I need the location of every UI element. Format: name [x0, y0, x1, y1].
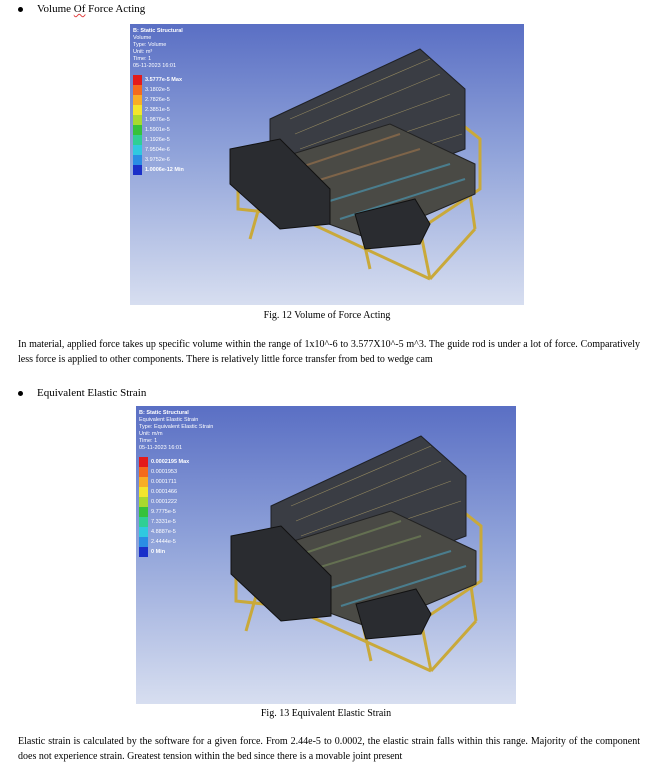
scale-swatch [133, 135, 142, 145]
scale-swatch [139, 497, 148, 507]
figure-caption-12: Fig. 12 Volume of Force Acting [263, 310, 391, 321]
scale-label: 3.9752e-6 [145, 157, 170, 163]
bullet-text: Equivalent Elastic Strain [37, 387, 147, 399]
scale-swatch [139, 537, 148, 547]
color-scale [139, 457, 213, 557]
scale-label: 3.5777e-5 Max [145, 77, 182, 83]
scale-row [133, 115, 184, 125]
paragraph-volume: In material, applied force takes up specific volume within the range of 1x10^-6 to 3.577X10^-5 m^3. The guide rod is under a lot of force. Comparatively less force is applied to other components. There is relatively little force transfer from bed to wedge cam [18, 339, 640, 365]
scale-row [133, 85, 184, 95]
scale-row [139, 537, 213, 547]
scale-swatch [133, 165, 142, 175]
legend-header-line: B: Static Structural [139, 410, 189, 416]
legend-header-line: Time: 1 [133, 56, 152, 62]
scale-label: 9.7775e-5 [151, 509, 176, 515]
scale-row [133, 75, 184, 85]
legend-header-line: Type: Volume [133, 42, 167, 48]
scale-label: 0 Min [151, 549, 166, 555]
figure-caption-13: Fig. 13 Equivalent Elastic Strain [260, 708, 392, 719]
paragraph-strain: Elastic strain is calculated by the software for a given force. From 2.44e-5 to 0.0002, the elastic strain falls within this range. Majority of the component does not experience strain. Greatest tension within the bed since there is a movable joint present [18, 736, 640, 762]
color-scale [133, 75, 184, 175]
scale-row [139, 457, 213, 467]
bullet-icon [18, 7, 23, 12]
legend-header-line: Volume [133, 35, 152, 41]
scale-label: 1.0006e-12 Min [145, 167, 184, 173]
figure-legend [139, 410, 213, 557]
scale-row [139, 467, 213, 477]
scale-row [139, 517, 213, 527]
bullet-text: Volume Of Force Acting [37, 3, 146, 15]
legend-header-line: 05-11-2023 16:01 [139, 445, 183, 451]
bullet-icon [18, 391, 23, 396]
scale-label: 7.9504e-6 [145, 147, 170, 153]
legend-header-line: Type: Equivalent Elastic Strain [139, 424, 214, 430]
figure-volume-of-force [130, 24, 524, 305]
scale-swatch [139, 477, 148, 487]
scale-swatch [139, 467, 148, 477]
scale-label: 7.3331e-5 [151, 519, 176, 525]
scale-label: 3.1802e-5 [145, 87, 170, 93]
scale-row [139, 507, 213, 517]
bullet-volume-of-force [18, 3, 145, 15]
scale-swatch [133, 145, 142, 155]
scale-row [139, 497, 213, 507]
bullet-equivalent-strain [18, 387, 146, 399]
scale-swatch [139, 547, 148, 557]
legend-header-line: B: Static Structural [133, 28, 183, 34]
scale-row [139, 547, 213, 557]
scale-swatch [133, 105, 142, 115]
scale-swatch [139, 517, 148, 527]
scale-row [139, 477, 213, 487]
figure-legend [133, 28, 184, 175]
scale-row [133, 125, 184, 135]
scale-row [133, 145, 184, 155]
scale-label: 0.0001222 [151, 499, 177, 505]
scale-swatch [139, 487, 148, 497]
scale-swatch [133, 125, 142, 135]
scale-swatch [139, 507, 148, 517]
scale-label: 1.1926e-5 [145, 137, 170, 143]
scale-label: 2.3851e-5 [145, 107, 170, 113]
scale-swatch [133, 85, 142, 95]
scale-swatch [133, 75, 142, 85]
legend-header-line: Equivalent Elastic Strain [139, 417, 199, 423]
scale-label: 4.8887e-5 [151, 529, 176, 535]
scale-row [133, 95, 184, 105]
scale-swatch [139, 457, 148, 467]
scale-row [133, 155, 184, 165]
scale-row [139, 527, 213, 537]
scale-label: 2.7826e-5 [145, 97, 170, 103]
legend-header-line: 05-11-2023 16:01 [133, 63, 177, 69]
scale-label: 0.0002195 Max [151, 459, 190, 465]
model-render [130, 24, 524, 305]
scale-label: 2.4444e-5 [151, 539, 176, 545]
legend-header-line: Unit: m/m [139, 431, 163, 437]
figure-equivalent-strain [136, 406, 516, 704]
scale-swatch [139, 527, 148, 537]
scale-row [133, 135, 184, 145]
scale-label: 0.0001466 [151, 489, 177, 495]
scale-label: 0.0001953 [151, 469, 177, 475]
scale-label: 1.5901e-5 [145, 127, 170, 133]
scale-row [133, 105, 184, 115]
scale-row [139, 487, 213, 497]
scale-label: 0.0001711 [151, 479, 177, 485]
scale-label: 1.9876e-5 [145, 117, 170, 123]
scale-swatch [133, 95, 142, 105]
scale-swatch [133, 115, 142, 125]
legend-header-line: Unit: m³ [133, 49, 153, 55]
scale-swatch [133, 155, 142, 165]
legend-header-line: Time: 1 [139, 438, 158, 444]
scale-row [133, 165, 184, 175]
